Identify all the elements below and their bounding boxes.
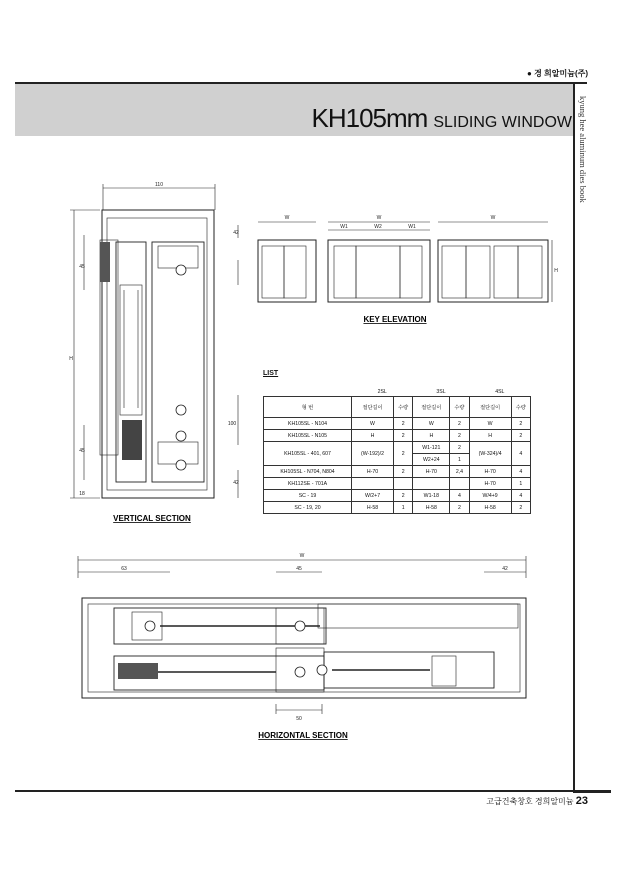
list-label: LIST	[263, 370, 279, 377]
cell: 1	[394, 502, 413, 514]
cell: H	[413, 430, 450, 442]
cell: KH105SL - N104	[264, 418, 352, 430]
brand-name: 경 희알미늄(주)	[534, 69, 588, 78]
cell: KH105SL - 401, 607	[264, 442, 352, 466]
header-qty-3sl: 수량	[450, 397, 469, 418]
cell: 4	[511, 442, 530, 466]
cell: 2	[394, 490, 413, 502]
cell: 1	[511, 478, 530, 490]
table-row	[264, 478, 531, 490]
dim-height: H	[69, 356, 73, 362]
group-4sl: 4SL	[495, 388, 505, 395]
cell: H-70	[413, 466, 450, 478]
model-title: KH105mm	[311, 103, 428, 133]
cell: 2	[450, 502, 469, 514]
horizontal-section-drawing	[70, 548, 540, 744]
cell: W	[469, 418, 511, 430]
cell: 4	[450, 490, 469, 502]
cell: W/2+7	[352, 490, 394, 502]
list-header-row	[264, 397, 531, 418]
cell: 1	[450, 454, 469, 466]
cell: 2	[450, 430, 469, 442]
header-qty-2sl: 수량	[394, 397, 413, 418]
header-cut-4sl: 절단길이	[469, 397, 511, 418]
cell	[352, 478, 394, 490]
elev-dim-w1-right: W1	[408, 224, 416, 230]
horiz-dim-left: 63	[121, 566, 127, 572]
cell: (W-324)/4	[469, 442, 511, 466]
cell: 2	[394, 430, 413, 442]
cell: W	[413, 418, 450, 430]
header-cut-3sl: 절단길이	[413, 397, 450, 418]
cell: W1-18	[413, 490, 450, 502]
dim-top: 42	[233, 230, 239, 236]
cell: 2	[450, 418, 469, 430]
cell: W1-121	[413, 442, 450, 454]
cell: H-58	[413, 502, 450, 514]
table-row	[264, 502, 531, 514]
horiz-dim-center: 45	[296, 566, 302, 572]
cell	[413, 478, 450, 490]
product-subtitle: SLIDING WINDOW	[433, 114, 572, 131]
cell: 2	[394, 442, 413, 466]
cell: KH112SE - 701A	[264, 478, 352, 490]
table-row	[264, 466, 531, 478]
cell: H	[469, 430, 511, 442]
cell: 4	[511, 490, 530, 502]
cell: W/4+9	[469, 490, 511, 502]
horiz-dim-bottom: 50	[296, 716, 302, 722]
elev-dim-w1-left: W1	[340, 224, 348, 230]
header-qty-4sl: 수량	[511, 397, 530, 418]
cell: H	[352, 430, 394, 442]
elev-dim-w2: W2	[374, 224, 382, 230]
table-row	[264, 418, 531, 430]
cell: 4	[511, 466, 530, 478]
group-2sl: 2SL	[377, 388, 387, 395]
cell: 2	[450, 442, 469, 454]
elev-dim-4sl: W	[490, 215, 496, 221]
dim-width: 110	[155, 182, 163, 188]
parts-list-table	[263, 387, 531, 514]
elev-dim-3sl: W	[376, 215, 382, 221]
page-number: 23	[575, 795, 588, 807]
brand-icon: ●	[527, 69, 532, 78]
cell: SC - 19, 20	[264, 502, 352, 514]
cell: H-70	[469, 466, 511, 478]
footer-text: 고급건축창호 경희알미늄	[486, 797, 574, 806]
header-cut-2sl: 절단길이	[352, 397, 394, 418]
dim-middle: 100	[227, 421, 237, 427]
cell: 2	[394, 418, 413, 430]
side-caption: kyung hee aluminum dies book	[578, 96, 588, 203]
bottom-right-bar	[573, 790, 611, 793]
list-group-row	[264, 387, 531, 397]
cell: 2	[511, 502, 530, 514]
horiz-dim-width: W	[299, 553, 305, 559]
dim-upper: 45	[79, 264, 85, 270]
cell	[394, 478, 413, 490]
dim-lower: 45	[79, 448, 85, 454]
key-elevation-caption: KEY ELEVATION	[363, 315, 427, 324]
cell: 2	[511, 430, 530, 442]
cell: H-70	[469, 478, 511, 490]
table-row	[264, 490, 531, 502]
cell	[450, 478, 469, 490]
cell: 2,4	[450, 466, 469, 478]
cell: 2	[394, 466, 413, 478]
dim-bottom: 42	[233, 480, 239, 486]
table-row	[264, 430, 531, 442]
horiz-dim-right: 42	[502, 566, 508, 572]
group-3sl: 3SL	[436, 388, 446, 395]
cell: H-58	[352, 502, 394, 514]
elev-dim-2sl: W	[284, 215, 290, 221]
cell: H-58	[469, 502, 511, 514]
cell: KH105SL - N105	[264, 430, 352, 442]
header-model: 형 번	[264, 397, 352, 418]
bottom-rule	[15, 790, 573, 792]
elev-dim-height: H	[554, 268, 558, 274]
horizontal-section-caption: HORIZONTAL SECTION	[258, 731, 348, 740]
cell: W	[352, 418, 394, 430]
page-title	[312, 103, 573, 134]
table-row	[264, 442, 531, 454]
cell: 2	[511, 418, 530, 430]
footer	[486, 795, 588, 807]
vertical-section-caption: VERTICAL SECTION	[113, 514, 191, 523]
key-elevation-drawing	[250, 210, 560, 330]
cell: (W-192)/2	[352, 442, 394, 466]
brand-logo	[527, 68, 588, 79]
vertical-section-drawing	[60, 180, 250, 525]
cell: W2+24	[413, 454, 450, 466]
dim-base: 18	[79, 491, 85, 497]
cell: SC - 19	[264, 490, 352, 502]
cell: H-70	[352, 466, 394, 478]
cell: KH105SL - N704, N804	[264, 466, 352, 478]
